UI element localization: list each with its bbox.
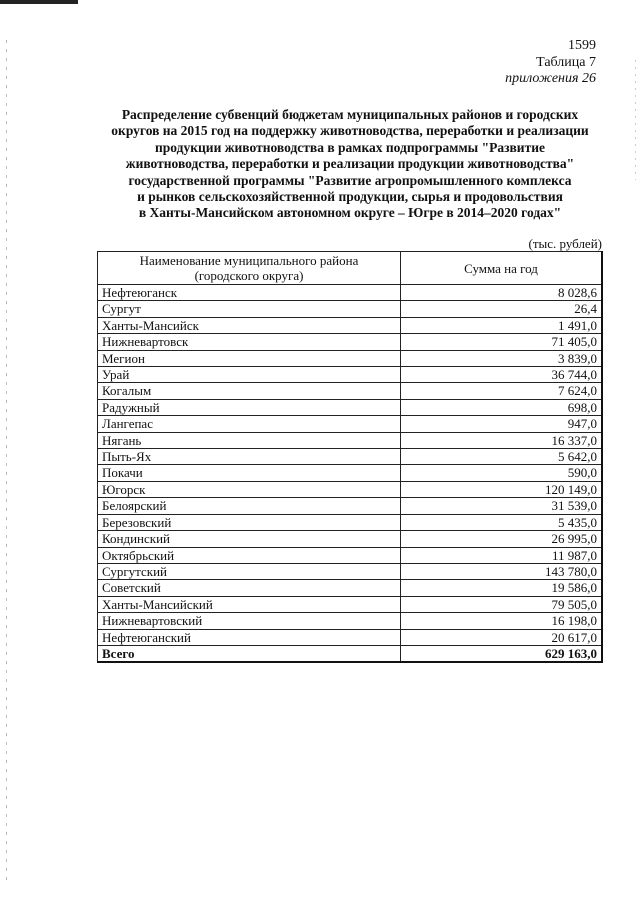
title-line: Распределение субвенций бюджетам муниципальных районов и городских <box>121 107 579 122</box>
table-row <box>98 301 603 317</box>
district-name-cell: Покачи <box>98 465 401 481</box>
table-row <box>98 317 603 333</box>
table-header-row <box>98 252 603 285</box>
table-row <box>98 465 603 481</box>
column-header-amount: Сумма на год <box>401 252 603 285</box>
district-name-cell: Ханты-Мансийский <box>98 596 401 612</box>
district-name-cell: Сургут <box>98 301 401 317</box>
amount-cell: 5 435,0 <box>401 514 603 530</box>
table-row <box>98 498 603 514</box>
column-header-name-line1: Наименование муниципального района <box>139 253 359 268</box>
table-reference <box>505 55 596 87</box>
title-line: округов на 2015 год на поддержку животноводства, переработки и реализации <box>111 123 589 139</box>
amount-cell: 26,4 <box>401 301 603 317</box>
district-name-cell: Лангепас <box>98 416 401 432</box>
district-name-cell: Югорск <box>98 481 401 497</box>
amount-cell: 947,0 <box>401 416 603 432</box>
table-row <box>98 531 603 547</box>
title-line: продукции животноводства в рамках подпрограммы "Развитие <box>155 139 545 155</box>
title-line: в Ханты-Мансийском автономном округе – Югре в 2014–2020 годах" <box>138 205 562 221</box>
district-name-cell: Мегион <box>98 350 401 366</box>
table-row <box>98 334 603 350</box>
total-label-cell: Всего <box>98 645 401 662</box>
district-name-cell: Белоярский <box>98 498 401 514</box>
table-row <box>98 547 603 563</box>
district-name-cell: Когалым <box>98 383 401 399</box>
table-row <box>98 367 603 383</box>
district-name-cell: Сургутский <box>98 563 401 579</box>
table-row <box>98 596 603 612</box>
district-name-cell: Октябрьский <box>98 547 401 563</box>
title-line: и рынков сельскохозяйственной продукции, сырья и продовольствия <box>137 189 563 205</box>
district-name-cell: Советский <box>98 580 401 596</box>
column-header-name-line2: (городского округа) <box>194 268 304 283</box>
district-name-cell: Кондинский <box>98 531 401 547</box>
amount-cell: 19 586,0 <box>401 580 603 596</box>
amount-cell: 20 617,0 <box>401 629 603 645</box>
district-name-cell: Пыть-Ях <box>98 449 401 465</box>
table-row <box>98 449 603 465</box>
district-name-cell: Нижневартовский <box>98 613 401 629</box>
scan-top-rule <box>0 0 78 4</box>
amount-cell: 3 839,0 <box>401 350 603 366</box>
title-line: животноводства, переработки и реализации продукции животноводства" <box>125 156 575 172</box>
table-row <box>98 350 603 366</box>
table-label: Таблица 7 <box>536 55 596 70</box>
table-row <box>98 563 603 579</box>
amount-cell: 11 987,0 <box>401 547 603 563</box>
amount-cell: 5 642,0 <box>401 449 603 465</box>
amount-cell: 8 028,6 <box>401 285 603 301</box>
district-name-cell: Ханты-Мансийск <box>98 317 401 333</box>
table-row <box>98 629 603 645</box>
total-amount-cell: 629 163,0 <box>401 645 603 662</box>
table-row <box>98 514 603 530</box>
document-title <box>100 107 600 222</box>
amount-cell: 7 624,0 <box>401 383 603 399</box>
amount-cell: 16 337,0 <box>401 432 603 448</box>
amount-cell: 26 995,0 <box>401 531 603 547</box>
amount-cell: 31 539,0 <box>401 498 603 514</box>
table-row <box>98 613 603 629</box>
total-row <box>98 645 603 662</box>
page-number: 1599 <box>568 38 596 53</box>
district-name-cell: Нягань <box>98 432 401 448</box>
district-name-cell: Нефтеюганский <box>98 629 401 645</box>
amount-cell: 143 780,0 <box>401 563 603 579</box>
amount-cell: 120 149,0 <box>401 481 603 497</box>
scan-right-edge <box>635 60 636 180</box>
amount-cell: 16 198,0 <box>401 613 603 629</box>
table-row <box>98 416 603 432</box>
appendix-label: приложения 26 <box>505 71 596 86</box>
units-label: (тыс. рублей) <box>528 236 602 251</box>
table-body <box>98 285 603 663</box>
table-row <box>98 580 603 596</box>
table-row <box>98 481 603 497</box>
table-row <box>98 285 603 301</box>
table-row <box>98 432 603 448</box>
amount-cell: 36 744,0 <box>401 367 603 383</box>
district-name-cell: Нефтеюганск <box>98 285 401 301</box>
table-row <box>98 383 603 399</box>
subsidy-table <box>97 251 603 663</box>
amount-cell: 71 405,0 <box>401 334 603 350</box>
table-row <box>98 399 603 415</box>
district-name-cell: Радужный <box>98 399 401 415</box>
amount-cell: 698,0 <box>401 399 603 415</box>
scan-left-edge <box>6 40 7 880</box>
title-line: государственной программы "Развитие агропромышленного комплекса <box>128 172 572 188</box>
district-name-cell: Нижневартовск <box>98 334 401 350</box>
district-name-cell: Урай <box>98 367 401 383</box>
amount-cell: 1 491,0 <box>401 317 603 333</box>
amount-cell: 79 505,0 <box>401 596 603 612</box>
district-name-cell: Березовский <box>98 514 401 530</box>
column-header-name <box>98 252 401 285</box>
amount-cell: 590,0 <box>401 465 603 481</box>
